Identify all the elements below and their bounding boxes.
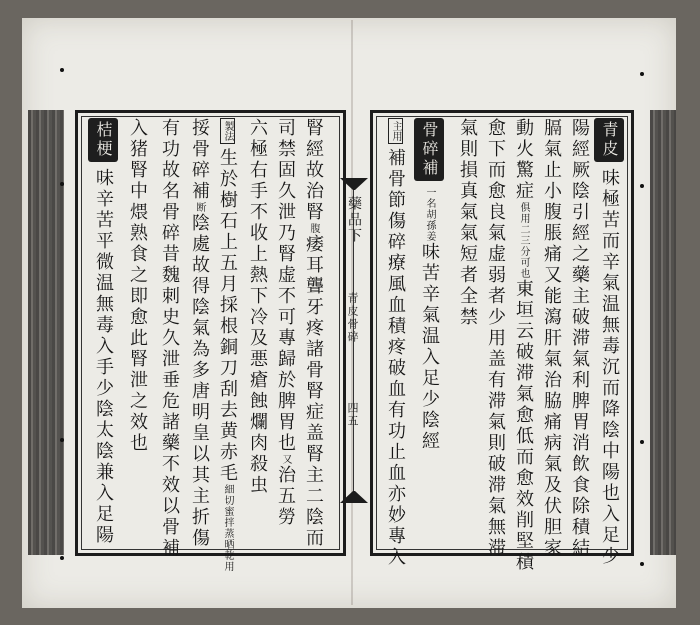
annotation: 断: [194, 202, 205, 213]
column-text: 有功故名骨碎昔魏刺史久泄垂危諸藥不效以骨補: [159, 118, 180, 559]
right-page-edge: [650, 110, 676, 555]
text-column: [382, 118, 408, 568]
annotation: 又: [280, 454, 291, 465]
column-text: 治五勞: [275, 465, 296, 528]
center-page-number: 四五: [346, 402, 359, 428]
text-column: [454, 118, 480, 548]
text-column: [300, 118, 326, 548]
column-text: 膈氣止小腹脹痛又能瀉肝氣治脇痛病氣及伏胆家: [541, 118, 562, 559]
binding-hole: [640, 562, 644, 566]
text-column: [482, 118, 508, 559]
fish-tail-mark-top: [340, 178, 368, 192]
entry-heading: 青皮: [594, 118, 624, 162]
text-column: [214, 118, 240, 572]
column-text: 東垣云破滞氣愈低而愈效削堅積: [513, 279, 534, 573]
binding-hole: [60, 68, 64, 72]
text-column: [566, 118, 592, 559]
binding-hole: [640, 184, 644, 188]
fish-tail-mark-bottom: [340, 489, 368, 503]
column-text: 六極右手不收上熱下冷及悪瘡蝕爛肉殺虫: [247, 118, 268, 496]
text-column: [538, 118, 564, 559]
binding-hole: [640, 440, 644, 444]
entry-heading: 桔梗: [88, 118, 118, 162]
column-text: 陰處故得陰氣為多唐明皇以其主折傷: [189, 213, 210, 549]
column-text: 味辛苦平微温無毒入手少陰太陰兼入足陽: [93, 168, 114, 546]
text-column: [272, 118, 298, 548]
text-column: [124, 118, 150, 548]
column-text: 陽經厥陰引經之藥主破滞氣利脾胃消飲食除積結: [569, 118, 590, 559]
binding-hole: [60, 438, 64, 442]
center-title: 藥品下: [346, 196, 362, 244]
column-text: 愈下而愈良氣虚弱者少用盖有滞氣則破滞氣無滞: [485, 118, 506, 559]
text-column: [414, 118, 444, 548]
column-text: 氣則損真氣氣短者全禁: [457, 118, 478, 328]
annotation: 細切蜜拌蒸晒乾用: [222, 484, 233, 572]
boxed-label: 製法: [220, 118, 235, 144]
boxed-label: 主用: [388, 118, 403, 144]
text-column: [510, 118, 536, 573]
binding-hole: [640, 72, 644, 76]
column-text: 腎經故治腎: [303, 118, 324, 223]
column-text: 生於樹石上五月採根銅刀刮去黄赤毛: [217, 148, 238, 484]
text-column: [244, 118, 270, 548]
column-text: 司禁固久泄乃腎虚不可專歸於脾胃也: [275, 118, 296, 454]
text-column: [156, 118, 182, 559]
column-text: 味極苦而辛氣温無毒沉而降陰中陽也入足少: [599, 168, 620, 567]
column-text: 動火驚症: [513, 118, 534, 202]
annotation: 俱用二三分可也: [518, 202, 529, 279]
column-text: 味苦辛氣温入足少陰經: [419, 242, 440, 452]
left-page-edge: [28, 110, 64, 555]
text-column: [88, 118, 118, 548]
column-text: 痿耳聾牙疼諸骨腎症盖腎主二陰而: [303, 234, 324, 549]
text-column: [186, 118, 212, 548]
center-subtitle: 青皮骨碎: [346, 292, 359, 344]
binding-hole: [60, 182, 64, 186]
annotation: 腹: [308, 223, 319, 234]
text-column: [594, 118, 624, 567]
entry-heading: 骨碎補: [414, 118, 444, 181]
column-text: 補骨節傷碎療風血積疼破血有功止血亦妙專入: [385, 148, 406, 568]
column-text: 挼骨碎補: [189, 118, 210, 202]
binding-hole: [60, 556, 64, 560]
annotation: 一名胡孫姜: [424, 187, 435, 242]
column-text: 入猪腎中煨熟食之即愈此腎泄之效也: [127, 118, 148, 454]
